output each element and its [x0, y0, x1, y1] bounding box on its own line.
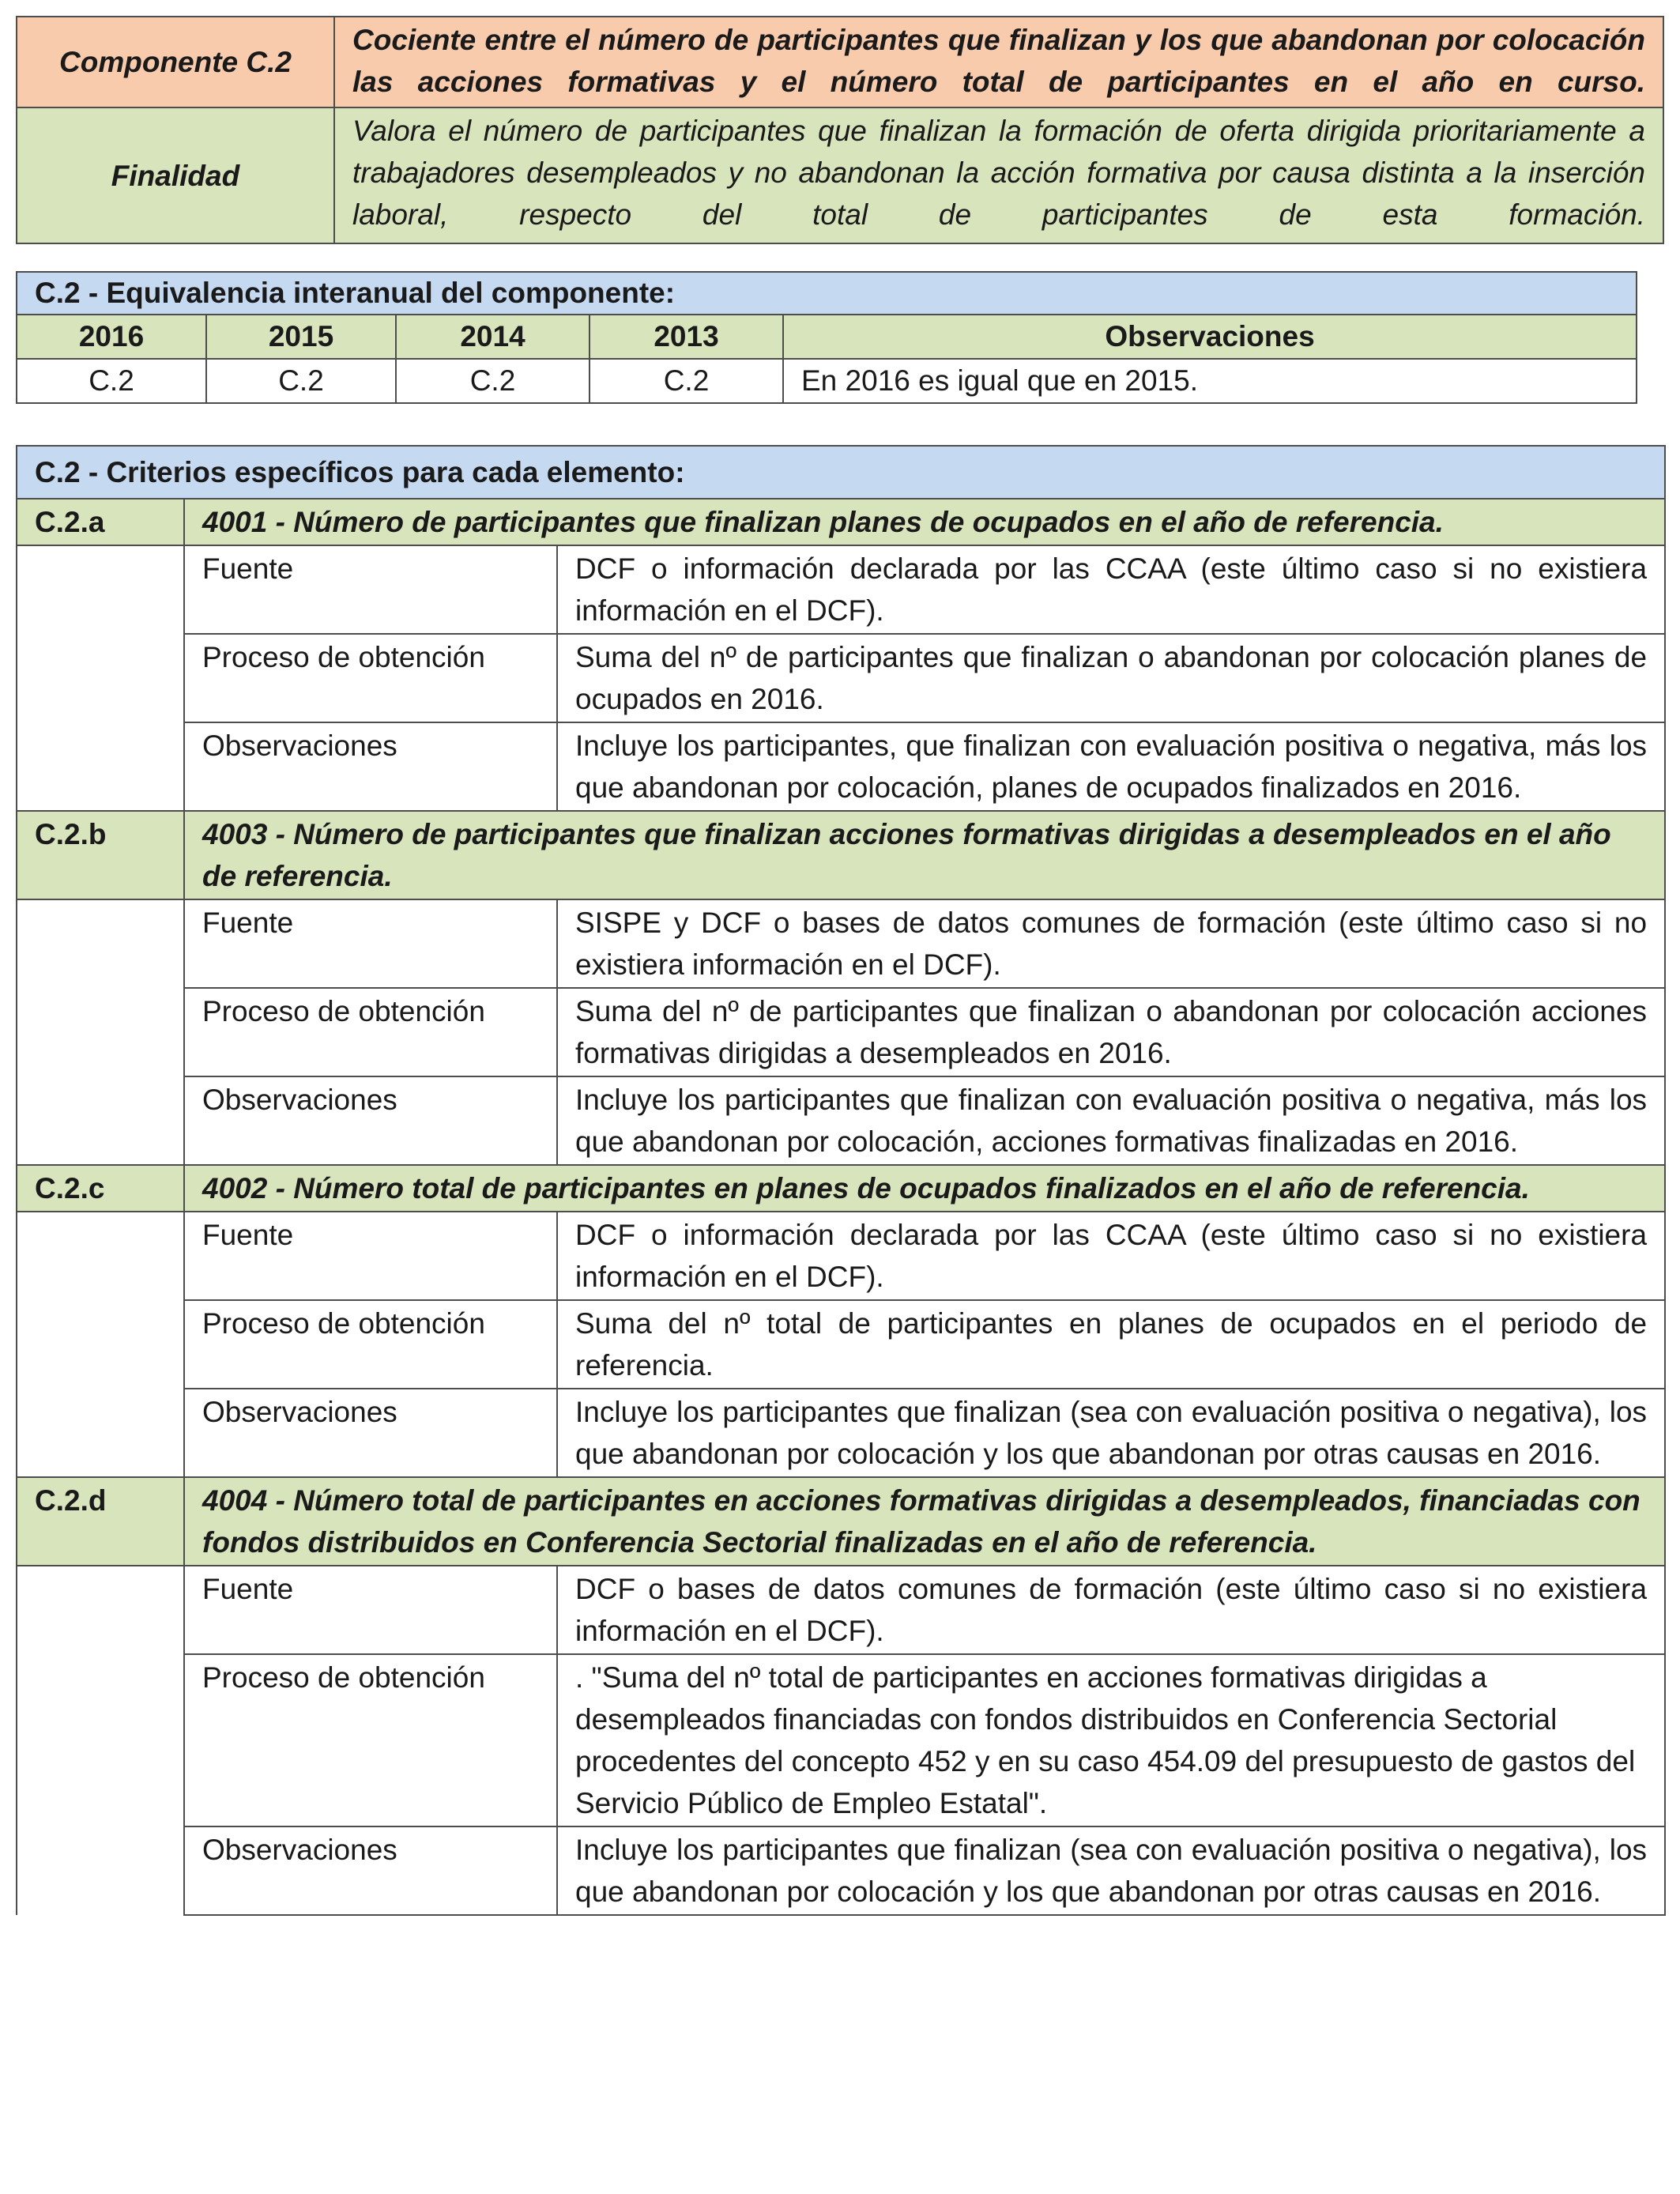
- componente-row: [17, 17, 1663, 107]
- indent-spacer: [17, 1389, 184, 1477]
- component-definition-table: [16, 16, 1664, 244]
- element-code: C.2.a: [17, 499, 184, 545]
- year-header: 2016: [17, 315, 206, 359]
- criteria-row: [17, 1566, 1665, 1654]
- criteria-value: DCF o información declarada por las CCAA (este último caso si no existiera información en el DCF).: [557, 545, 1665, 634]
- year-header: 2014: [396, 315, 590, 359]
- equivalence-table: [16, 271, 1637, 404]
- indent-spacer: [17, 545, 184, 634]
- criteria-row: [17, 988, 1665, 1076]
- criteria-value: Suma del nº total de participantes en planes de ocupados en el periodo de referencia.: [557, 1300, 1665, 1389]
- element-code: C.2.c: [17, 1165, 184, 1212]
- criteria-key: Proceso de obtención: [184, 634, 557, 722]
- criteria-key: Fuente: [184, 1212, 557, 1300]
- indent-spacer: [17, 899, 184, 988]
- criteria-value: Suma del nº de participantes que finalizan o abandonan por colocación planes de ocupados en 2016.: [557, 634, 1665, 722]
- criteria-key: Observaciones: [184, 1076, 557, 1165]
- criteria-value: DCF o información declarada por las CCAA (este último caso si no existiera información en el DCF).: [557, 1212, 1665, 1300]
- criteria-value: Incluye los participantes, que finalizan con evaluación positiva o negativa, más los que abandonan por colocación, planes de ocupados finalizados en 2016.: [557, 722, 1665, 811]
- criteria-value: . "Suma del nº total de participantes en acciones formativas dirigidas a desempleados financiadas con fondos distribuidos en Conferencia Sectorial procedentes del concepto 452 y en su caso 454.09 del presupuesto de gastos del Servicio Público de Empleo Estatal".: [557, 1654, 1665, 1826]
- criteria-row: [17, 1654, 1665, 1826]
- finalidad-text: Valora el número de participantes que finalizan la formación de oferta dirigida prioritariamente a trabajadores desempleados y no abandonan la acción formativa por causa distinta a la inserción laboral, respecto del total de participantes de esta formación.: [334, 107, 1663, 243]
- criteria-row: [17, 1389, 1665, 1477]
- equivalence-header-row: [17, 272, 1637, 315]
- criteria-row: [17, 1076, 1665, 1165]
- indent-spacer: [17, 1212, 184, 1300]
- criteria-value: Incluye los participantes que finalizan (sea con evaluación positiva o negativa), los que abandonan por colocación y los que abandonan por otras causas en 2016.: [557, 1389, 1665, 1477]
- element-title: 4003 - Número de participantes que finalizan acciones formativas dirigidas a desempleados en el año de referencia.: [184, 811, 1665, 899]
- equivalence-values-row: [17, 359, 1637, 403]
- criteria-value: SISPE y DCF o bases de datos comunes de formación (este último caso si no existiera información en el DCF).: [557, 899, 1665, 988]
- year-value: C.2: [396, 359, 590, 403]
- componente-text: Cociente entre el número de participantes que finalizan y los que abandonan por colocación las acciones formativas y el número total de participantes en el año en curso.: [334, 17, 1663, 107]
- componente-label: Componente C.2: [17, 17, 334, 107]
- year-value: C.2: [17, 359, 206, 403]
- criteria-key: Observaciones: [184, 722, 557, 811]
- element-code: C.2.d: [17, 1477, 184, 1566]
- indent-spacer: [17, 1654, 184, 1826]
- year-value: C.2: [590, 359, 783, 403]
- criteria-row: [17, 545, 1665, 634]
- criteria-row: [17, 1826, 1665, 1915]
- indent-spacer: [17, 1076, 184, 1165]
- finalidad-label: Finalidad: [17, 107, 334, 243]
- element-header-row: [17, 1477, 1665, 1566]
- element-header-row: [17, 499, 1665, 545]
- element-header-row: [17, 1165, 1665, 1212]
- finalidad-row: [17, 107, 1663, 243]
- criteria-key: Proceso de obtención: [184, 1654, 557, 1826]
- indent-spacer: [17, 988, 184, 1076]
- criteria-key: Fuente: [184, 1566, 557, 1654]
- criteria-row: [17, 899, 1665, 988]
- criteria-row: [17, 1212, 1665, 1300]
- criteria-header-row: [17, 446, 1665, 499]
- criteria-value: Incluye los participantes que finalizan (sea con evaluación positiva o negativa), los que abandonan por colocación y los que abandonan por otras causas en 2016.: [557, 1826, 1665, 1915]
- indent-spacer: [17, 1826, 184, 1915]
- element-header-row: [17, 811, 1665, 899]
- indent-spacer: [17, 1300, 184, 1389]
- element-code: C.2.b: [17, 811, 184, 899]
- year-header: 2015: [206, 315, 396, 359]
- element-title: 4004 - Número total de participantes en acciones formativas dirigidas a desempleados, financiadas con fondos distribuidos en Conferencia Sectorial finalizadas en el año de referencia.: [184, 1477, 1665, 1566]
- indent-spacer: [17, 634, 184, 722]
- indent-spacer: [17, 722, 184, 811]
- element-title: 4002 - Número total de participantes en planes de ocupados finalizados en el año de referencia.: [184, 1165, 1665, 1212]
- equivalence-years-row: [17, 315, 1637, 359]
- criteria-row: [17, 1300, 1665, 1389]
- criteria-key: Observaciones: [184, 1826, 557, 1915]
- criteria-key: Proceso de obtención: [184, 1300, 557, 1389]
- criteria-row: [17, 634, 1665, 722]
- criteria-value: Incluye los participantes que finalizan con evaluación positiva o negativa, más los que abandonan por colocación, acciones formativas finalizadas en 2016.: [557, 1076, 1665, 1165]
- criteria-table: [16, 445, 1666, 1916]
- element-title: 4001 - Número de participantes que finalizan planes de ocupados en el año de referencia.: [184, 499, 1665, 545]
- criteria-key: Proceso de obtención: [184, 988, 557, 1076]
- criteria-key: Fuente: [184, 899, 557, 988]
- year-value: C.2: [206, 359, 396, 403]
- observaciones-header: Observaciones: [783, 315, 1637, 359]
- indent-spacer: [17, 1566, 184, 1654]
- criteria-key: Fuente: [184, 545, 557, 634]
- observaciones-value: En 2016 es igual que en 2015.: [783, 359, 1637, 403]
- criteria-value: DCF o bases de datos comunes de formación (este último caso si no existiera información en el DCF).: [557, 1566, 1665, 1654]
- criteria-row: [17, 722, 1665, 811]
- year-header: 2013: [590, 315, 783, 359]
- criteria-value: Suma del nº de participantes que finalizan o abandonan por colocación acciones formativas dirigidas a desempleados en 2016.: [557, 988, 1665, 1076]
- criteria-title: C.2 - Criterios específicos para cada elemento:: [17, 446, 1665, 499]
- criteria-key: Observaciones: [184, 1389, 557, 1477]
- equivalence-title: C.2 - Equivalencia interanual del componente:: [17, 272, 1637, 315]
